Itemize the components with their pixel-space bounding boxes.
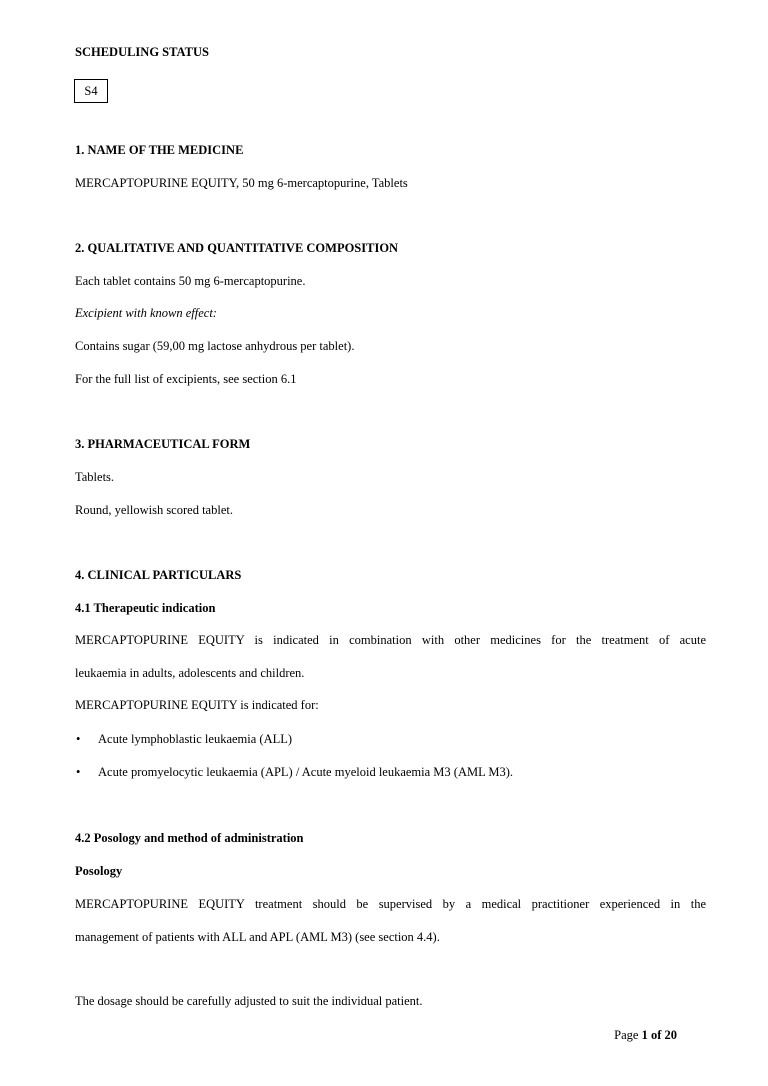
section-3-heading: 3. PHARMACEUTICAL FORM xyxy=(75,437,251,451)
total-pages: 20 xyxy=(664,1028,677,1042)
indication-paragraph-line-2: leukaemia in adults, adolescents and children. xyxy=(75,666,305,680)
section-1-heading: 1. NAME OF THE MEDICINE xyxy=(75,143,244,157)
current-page: 1 xyxy=(641,1028,648,1042)
page-of: of xyxy=(650,1028,662,1042)
medicine-name: MERCAPTOPURINE EQUITY, 50 mg 6-mercaptopurine, Tablets xyxy=(75,176,408,190)
section-4-heading: 4. CLINICAL PARTICULARS xyxy=(75,568,242,582)
bullet-icon: • xyxy=(76,732,81,746)
page-number xyxy=(614,1027,677,1043)
form-line-1: Tablets. xyxy=(75,470,115,484)
subsection-4-2-heading: 4.2 Posology and method of administration xyxy=(75,831,304,845)
list-item: Acute promyelocytic leukaemia (APL) / Acute myeloid leukaemia M3 (AML M3). xyxy=(98,765,514,779)
form-line-2: Round, yellowish scored tablet. xyxy=(75,503,233,517)
indicated-for-line: MERCAPTOPURINE EQUITY is indicated for: xyxy=(75,698,319,712)
composition-line: Each tablet contains 50 mg 6-mercaptopurine. xyxy=(75,274,306,288)
section-2-heading: 2. QUALITATIVE AND QUANTITATIVE COMPOSITION xyxy=(75,241,399,255)
page-prefix: Page xyxy=(614,1028,639,1042)
excipient-label: Excipient with known effect: xyxy=(75,306,217,320)
posology-paragraph-line-2: management of patients with ALL and APL (AML M3) (see section 4.4). xyxy=(75,930,440,944)
scheduling-status-heading: SCHEDULING STATUS xyxy=(75,45,209,59)
subsection-4-1-heading: 4.1 Therapeutic indication xyxy=(75,601,216,615)
indication-paragraph-line-1: MERCAPTOPURINE EQUITY is indicated in combination with other medicines for the treatment of acute xyxy=(75,633,706,647)
dosage-line: The dosage should be carefully adjusted to suit the individual patient. xyxy=(75,994,423,1008)
list-item: Acute lymphoblastic leukaemia (ALL) xyxy=(98,732,293,746)
scheduling-status-box: S4 xyxy=(74,79,108,103)
sugar-line: Contains sugar (59,00 mg lactose anhydrous per tablet). xyxy=(75,339,355,353)
posology-paragraph-line-1: MERCAPTOPURINE EQUITY treatment should be supervised by a medical practitioner experienced in the xyxy=(75,897,706,911)
bullet-icon: • xyxy=(76,765,81,779)
excipients-reference: For the full list of excipients, see section 6.1 xyxy=(75,372,297,386)
posology-heading: Posology xyxy=(75,864,123,878)
